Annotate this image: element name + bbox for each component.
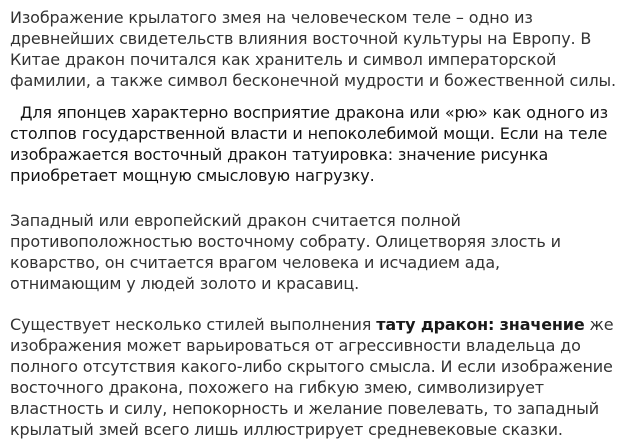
text-fragment: Существует несколько стилей выполнения (10, 315, 377, 334)
text-line: изображения может варьироваться от агрессивности владельца до (10, 336, 581, 355)
text-line: приобретает мощную смысловую нагрузку. (10, 166, 375, 185)
paragraph-western-dragon (10, 210, 561, 294)
text-line: властность и силу, непокорность и желание повелевать, то западный (10, 399, 599, 418)
paragraph-japanese-dragon (10, 102, 608, 186)
text-line: полного отсутствия какого-либо скрытого смысла. И если изображение (10, 357, 613, 376)
bold-keyword: тату дракон: значение (376, 315, 585, 334)
text-line: Изображение крылатого змея на человеческом теле – одно из (10, 8, 533, 27)
text-line: противоположностью восточному собрату. Олицетворяя злость и (10, 232, 561, 251)
text-line: древнейших свидетельств влияния восточной культуры на Европу. В (10, 29, 592, 48)
text-line (10, 314, 613, 335)
text-fragment: же (584, 315, 614, 334)
text-line: Западный или европейский дракон считается полной (10, 211, 461, 230)
text-line: отнимающим у людей золото и красавиц. (10, 274, 360, 293)
text-line: столпов государственной власти и непоколебимой мощи. Если на теле (10, 124, 608, 143)
text-line: фамилии, а также символ бесконечной мудрости и божественной силы. (10, 71, 616, 90)
text-line: изображается восточный дракон татуировка: значение рисунка (10, 145, 549, 164)
text-line: Для японцев характерно восприятие дракона или «рю» как одного из (20, 103, 609, 122)
paragraph-chinese-dragon (10, 7, 616, 91)
text-line: Китае дракон почитался как хранитель и символ императорской (10, 50, 557, 69)
paragraph-tattoo-styles (10, 314, 613, 440)
text-line: коварство, он считается врагом человека и исчадием ада, (10, 253, 500, 272)
text-line: крылатый змей всего лишь иллюстрирует средневековые сказки. (10, 420, 563, 439)
text-line: восточного дракона, похожего на гибкую змею, символизирует (10, 378, 544, 397)
